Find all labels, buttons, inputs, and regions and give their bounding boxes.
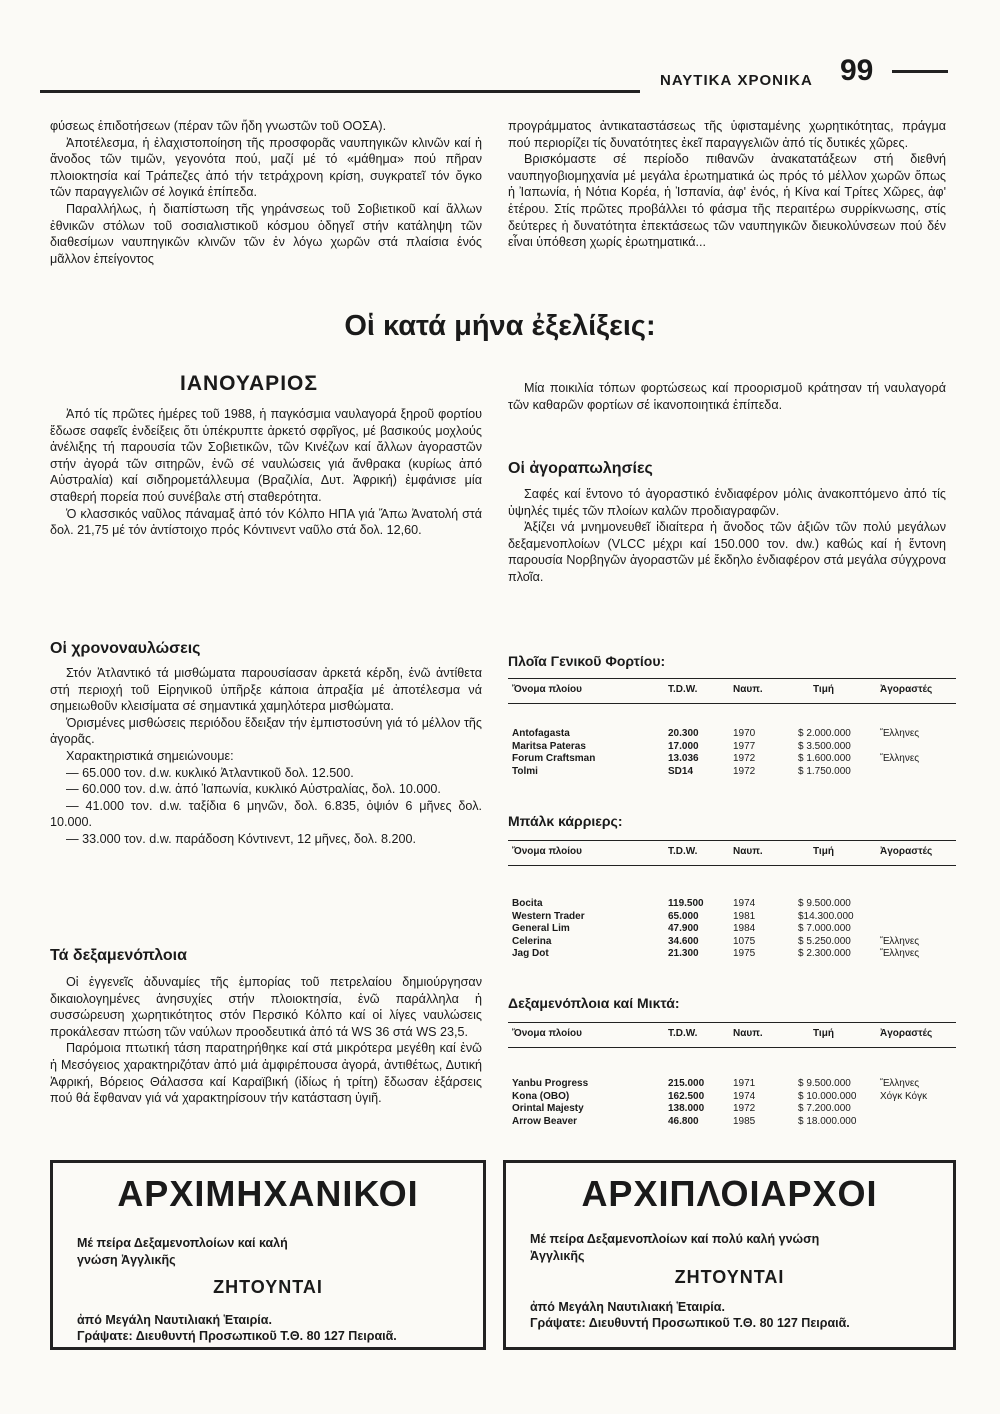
- ad-line: Μέ πείρα Δεξαμενοπλοίων καί πολύ καλή γνώση: [530, 1232, 820, 1246]
- col-header: Τιμή: [813, 846, 834, 857]
- table-row: [508, 898, 956, 911]
- price: $ 1.600.000: [798, 753, 851, 764]
- ship-name: Celerina: [512, 935, 552, 947]
- col-header: Ἀγοραστές: [880, 1028, 933, 1039]
- table-row: [508, 766, 956, 779]
- sales-text: [508, 486, 946, 586]
- col-header: T.D.W.: [668, 1028, 698, 1039]
- tankers-heading: Τά δεξαμενόπλοια: [50, 947, 187, 964]
- paragraph: Μία ποικιλία τόπων φορτώσεως καί προορισμοῦ κράτησαν τή ναυλαγορά τῶν καθαρῶν φορτίων σέ ἱκανοποιητικά ἐπίπεδα.: [508, 381, 946, 412]
- col-header: Ὄνομα πλοίου: [512, 684, 582, 695]
- col-header: Ναυπ.: [733, 846, 763, 857]
- section-headline: Οἱ κατά μήνα ἐξελίξεις:: [344, 310, 656, 342]
- tdw: 215.000: [668, 1078, 705, 1089]
- built: 1975: [733, 948, 756, 959]
- ship-name: Bocita: [512, 898, 543, 909]
- ad-contact: Γράψατε: Διευθυντή Προσωπικοῦ Τ.Θ. 80 127 Πειραιᾶ.: [77, 1329, 397, 1343]
- ship-name: Orintal Majesty: [512, 1103, 584, 1114]
- price: $ 9.500.000: [798, 1078, 851, 1089]
- table-row: [508, 1116, 956, 1129]
- ad-wanted: ΖΗΤΟΥΝΤΑΙ: [674, 1267, 785, 1287]
- list-item: — 33.000 τον. d.w. παράδοση Κόντινεντ, 12 μῆνες, δολ. 8.200.: [66, 831, 416, 846]
- ad-title: ΑΡΧΙΠΛΟΙΑΡΧΟΙ: [581, 1173, 878, 1214]
- ship-name: Maritsa Pateras: [512, 740, 586, 752]
- built: 1981: [733, 910, 756, 922]
- ad-wanted: ΖΗΤΟΥΝΤΑΙ: [213, 1277, 323, 1297]
- table-row: [508, 1078, 956, 1091]
- list-item: — 65.000 τον. d.w. κυκλικό Ἀτλαντικοῦ δολ. 12.500.: [66, 765, 354, 780]
- timecharters-heading: Οἱ χρονοναυλώσεις: [50, 640, 201, 657]
- built: 1972: [733, 1103, 756, 1114]
- timecharters-text: [50, 665, 482, 848]
- table-header: [508, 1022, 956, 1048]
- table-row: [508, 741, 956, 754]
- table-row: [508, 753, 956, 766]
- ad-from: ἀπό Μεγάλη Ναυτιλιακή Ἑταιρία.: [77, 1313, 272, 1327]
- paragraph: φύσεως ἐπιδοτήσεων (πέραν τῶν ἤδη γνωστῶν τοῦ ΟΟΣΑ).: [50, 119, 387, 133]
- tankers-text: [50, 974, 482, 1107]
- ad-contact: Γράψατε: Διευθυντή Προσωπικοῦ Τ.Θ. 80 127 Πειραιᾶ.: [530, 1316, 850, 1330]
- price: $ 3.500.000: [798, 740, 851, 752]
- table-title: Πλοῖα Γενικοῦ Φορτίου:: [508, 653, 666, 669]
- paragraph: Ἀξίζει νά μνημονευθεῖ ἰδιαίτερα ἡ ἄνοδος τῶν ἀξιῶν τῶν πολύ μεγάλων δεξαμενοπλοίων (VLCC μέχρι καί 150.000 τον. dw.) καθώς καί ἡ ἔντονη παρουσία Νορβηγῶν ἀγοραστῶν μέ ἔκδηλο ἐνδιαφέρον στά μεγάλα σύγχρονα πλοῖα.: [508, 520, 946, 584]
- buyers: Ἕλληνες: [880, 935, 920, 947]
- col-header: Ὄνομα πλοίου: [512, 846, 582, 857]
- table-row: [508, 1103, 956, 1116]
- paragraph: Βρισκόμαστε σέ περίοδο πιθανῶν ἀνακατατάξεων στή διεθνή ναυπηγοβιομηχανία μέ μεγάλα ἐρωτηματικά ὡς πρός τό μέλλον χωρῶν ὅπως ἡ Ἰαπωνία, ἡ Νότια Κορέα, ἡ Ἰσπανία, ἀφ' ἑνός, ἡ Κίνα καί Τρίτες Χῶρες, ἀφ' ἑτέρου. Στίς πρῶτες προβάλλει τό φάσμα τῆς περαιτέρω συρρίκνωσης, στίς δεύτερες ἡ δυνατότητα ἐπεκτάσεως τῶν ναυπηγικῶν διευκολύνσεων πού δέν εἶναι ὑπόθεση χωρίς ἐρωτηματικά...: [508, 152, 946, 250]
- col-header: Ναυπ.: [733, 684, 763, 695]
- buyers: Ἕλληνες: [880, 753, 920, 764]
- col-header: T.D.W.: [668, 846, 698, 857]
- table-row: [508, 728, 956, 741]
- col-header: Τιμή: [813, 684, 834, 695]
- col-header: Ἀγοραστές: [880, 684, 933, 695]
- tdw: 47.900: [668, 923, 699, 934]
- buyers: Χόγκ Κόγκ: [880, 1090, 928, 1102]
- ship-name: Antofagasta: [512, 728, 570, 739]
- paragraph: Ὁ κλασσικός ναῦλος πάναμαξ ἀπό τόν Κόλπο ΗΠΑ γιά Ἄπω Ἀνατολή στά δολ. 21,75 μέ τόν ἀντίστοιχο πρός Κόντινεντ ναῦλο στά δολ. 12,60.: [50, 506, 482, 538]
- table-row: [508, 923, 956, 936]
- built: 1970: [733, 728, 756, 739]
- tdw: 17.000: [668, 740, 699, 752]
- col-header: T.D.W.: [668, 684, 698, 695]
- price: $ 2.000.000: [798, 728, 851, 739]
- tdw: SD14: [668, 765, 694, 777]
- page-number: 99: [840, 54, 874, 87]
- built: 1985: [733, 1115, 756, 1127]
- ship-name: Arrow Beaver: [512, 1115, 578, 1127]
- ad-line: Ἀγγλικῆς: [530, 1249, 585, 1263]
- paragraph: Σαφές καί ἔντονο τό ἀγοραστικό ἐνδιαφέρον μόλις ἀνακοπτόμενο ἀπό τίς ὑψηλές τιμές τῶν πλοίων καλῶν προδιαγραφῶν.: [508, 487, 946, 518]
- paragraph: Στόν Ἀτλαντικό τά μισθώματα παρουσίασαν ἀρκετά κέρδη, ἐνῶ ἀντίθετα στή περιοχή τοῦ Εἰρηνικοῦ ὑπῆρξε κάποια ἀπραξία μέ ἀποτέλεσμα νά σημειωθοῦν κλεισίματα σέ σημαντικά χαμηλότερα μισθώματα.: [50, 666, 482, 714]
- sales-heading: Οἱ ἀγοραπωλησίες: [508, 460, 653, 477]
- paragraph: Οἱ ἐγγενεῖς ἀδυναμίες τῆς ἐμπορίας τοῦ πετρελαίου δημιούργησαν δικαιολογημένες ἀνησυχίες στήν πλοιοκτησία, ἐνῶ παράλληλα ἡ συσσώρευση χωρητικότητος στόν Περσικό Κόλπο καί οἱ λίγες ναυλώσεις προκάλεσαν πτώση τῶν ναύλων προοδευτικά ἀπό τά WS 36 στά WS 23,5.: [50, 975, 482, 1039]
- price: $ 9.500.000: [798, 898, 851, 909]
- buyers: Ἕλληνες: [880, 728, 920, 739]
- tankers-table: [508, 1022, 956, 1128]
- built: 1984: [733, 923, 756, 934]
- col-header: Τιμή: [813, 1028, 834, 1039]
- tdw: 21.300: [668, 948, 699, 959]
- price: $ 5.250.000: [798, 935, 851, 947]
- tdw: 34.600: [668, 935, 699, 947]
- price: $ 7.000.000: [798, 923, 851, 934]
- ship-name: General Lim: [512, 923, 570, 934]
- ship-name: Forum Craftsman: [512, 753, 596, 764]
- paragraph: Ἀπό τίς πρῶτες ἡμέρες τοῦ 1988, ἡ παγκόσμια ναυλαγορά ξηροῦ φορτίου ἔδωσε σαφεῖς ἐνδείξεις ὅτι ὑπέκρυπτε ἀρκετό σφρῖγος, μέ βασικούς μοχλούς ἀνέλιξης τή παρουσία τῶν Σοβιετικῶν, τῶν Κινέζων καί ἄλλων ἀγοραστῶν στήν ἀγορά τῶν σιτηρῶν, ἐνῶ σέ ναυλώσεις γιά ἄνθρακα (κυρίως ἀπό Αὐστραλία) καί σιδηρομετάλλευμα (Βραζιλία, Δυτ. Ἀφρική) ἐμφάνισε μία σταθερή πορεία πού συνέβαλε στή σταθερότητα.: [50, 407, 482, 504]
- col-header: Ἀγοραστές: [880, 846, 933, 857]
- table-row: [508, 948, 956, 961]
- paragraph: Χαρακτηριστικά σημειώνουμε:: [66, 748, 234, 763]
- magazine-title: ΝΑΥΤΙΚΑ ΧΡΟΝΙΚΑ: [660, 72, 813, 89]
- ship-name: Kona (OBO): [512, 1090, 570, 1102]
- col-header: Ναυπ.: [733, 1028, 763, 1039]
- table-title: Δεξαμενόπλοια καί Μικτά:: [508, 995, 680, 1011]
- ship-name: Jag Dot: [512, 948, 549, 959]
- ship-name: Tolmi: [512, 765, 538, 777]
- table-row: [508, 936, 956, 949]
- col-header: Ὄνομα πλοίου: [512, 1028, 582, 1039]
- intro-right-column: [508, 118, 946, 251]
- tdw: 20.300: [668, 728, 699, 739]
- list-item: — 60.000 τον. d.w. ἀπό Ἰαπωνία, κυκλικό Αὐστραλίας, δολ. 10.000.: [66, 782, 441, 797]
- header-dash: [892, 70, 948, 73]
- paragraph: Παραλλήλως, ἡ διαπίστωση τῆς γηράνσεως τοῦ Σοβιετικοῦ καί ἄλλων ἐθνικῶν στόλων τοῦ σοσιαλιστικοῦ κόσμου ὁδηγεῖ στήν κατάληψη τῶν διαθεσίμων ναυπηγικῶν κλινῶν τῶν ἐν λόγω χωρῶν στά πλαίσια ἑνός μᾶλλον ἐπείγοντος: [50, 201, 482, 266]
- header-rule: [40, 90, 640, 93]
- bulk-carriers-table: [508, 840, 956, 961]
- built: 1971: [733, 1078, 756, 1089]
- table-header: [508, 678, 956, 704]
- price: $14.300.000: [798, 910, 854, 922]
- ad-title: ΑΡΧΙΜΗΧΑΝΙΚΟΙ: [117, 1173, 419, 1214]
- paragraph: Παρόμοια πτωτική τάση παρατηρήθηκε καί στά μικρότερα μεγέθη καί ἐνῶ ἡ Μεσόγειος χαρακτηριζόταν ἀπό μιά ἀμφιρέπουσα ἀγορά, ἀντιθέτως, Δυτική Ἀφρική, Βόρειος Θάλασσα καί Καραϊβική (ἰδίως ἡ τρίτη) ἔδωσαν ἐξάρσεις πού θά ἔφθαναν γιά νά χαρακτηρίσουν τήν κατάσταση ὑγιῆ.: [50, 1041, 482, 1106]
- month-heading: ΙΑΝΟΥΑΡΙΟΣ: [180, 372, 318, 395]
- price: $ 1.750.000: [798, 765, 851, 777]
- ship-name: Western Trader: [512, 910, 585, 922]
- paragraph: Ἀποτέλεσμα, ἡ ἐλαχιστοποίηση τῆς προσφορᾶς ναυπηγικῶν κλινῶν καί ἡ ἄνοδος τῶν τιμῶν, γεγονότα πού, μαζί μέ τό «μάθημα» πού πῆραν πλοιοκτησία καί Τράπεζες ἀπό τήν τετράχρονη κρίση, συγκρατεῖ τόν ὄγκο τῶν παραγγελιῶν σέ λογικά ἐπίπεδα.: [50, 135, 482, 200]
- january-text: [50, 406, 482, 539]
- table-title: Μπάλκ κάρριερς:: [508, 813, 623, 829]
- job-ad-engineers: [50, 1160, 486, 1350]
- job-ad-captains: [503, 1160, 956, 1350]
- list-item: — 41.000 τον. d.w. ταξίδια 6 μηνῶν, δολ. 6.835, ὀψιόν 6 μῆνες δολ. 10.000.: [50, 798, 482, 830]
- ad-line: Μέ πείρα Δεξαμενοπλοίων καί καλή: [77, 1236, 288, 1250]
- built: 1075: [733, 935, 756, 947]
- paragraph: προγράμματος ἀντικαταστάσεως τῆς ὑφισταμένης χωρητικότητας, πράγμα πού περιορίζει τίς δυνατότητες ἐκεῖ παραγγελιῶν ἀπό τίς δυτικές χῶρες.: [508, 119, 946, 150]
- ad-line: γνώση Ἀγγλικῆς: [77, 1253, 176, 1267]
- tdw: 119.500: [668, 898, 704, 909]
- tdw: 162.500: [668, 1090, 705, 1102]
- price: $ 2.300.000: [798, 948, 851, 959]
- built: 1977: [733, 740, 756, 752]
- price: $ 7.200.000: [798, 1103, 851, 1114]
- price: $ 10.000.000: [798, 1090, 857, 1102]
- table-header: [508, 840, 956, 866]
- right-intro-text: [508, 380, 946, 413]
- tdw: 65.000: [668, 910, 699, 922]
- ad-from: ἀπό Μεγάλη Ναυτιλιακή Ἑταιρία.: [530, 1300, 725, 1314]
- paragraph: Ὁρισμένες μισθώσεις περιόδου ἔδειξαν τήν ἐμπιστοσύνη γιά τό μέλλον τῆς ἀγορᾶς.: [50, 715, 482, 747]
- price: $ 18.000.000: [798, 1115, 857, 1127]
- built: 1972: [733, 765, 756, 777]
- tdw: 138.000: [668, 1103, 705, 1114]
- buyers: Ἕλληνες: [880, 1078, 920, 1089]
- ship-name: Yanbu Progress: [512, 1078, 589, 1089]
- buyers: Ἕλληνες: [880, 948, 920, 959]
- table-row: [508, 911, 956, 924]
- tdw: 46.800: [668, 1115, 699, 1127]
- intro-left-column: [50, 118, 482, 267]
- built: 1974: [733, 1090, 756, 1102]
- tdw: 13.036: [668, 753, 699, 764]
- table-row: [508, 1091, 956, 1104]
- general-cargo-table: [508, 678, 956, 778]
- built: 1974: [733, 898, 756, 909]
- built: 1972: [733, 753, 756, 764]
